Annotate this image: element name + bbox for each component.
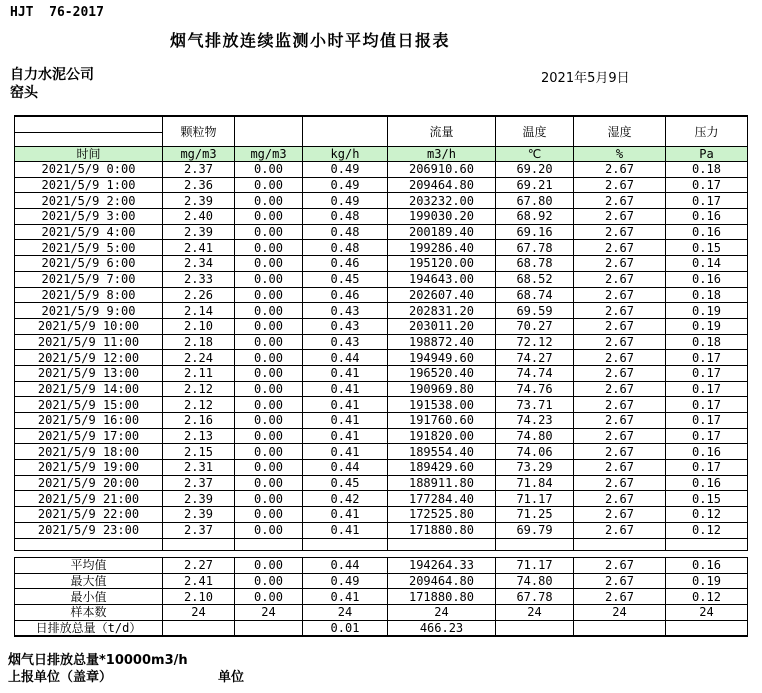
table-row <box>15 365 748 381</box>
value-cell: 2.67 <box>574 507 666 523</box>
value-cell: 2.12 <box>163 381 235 397</box>
value-cell: 2.67 <box>574 444 666 460</box>
value-cell: 2.67 <box>574 209 666 225</box>
value-cell: 0.41 <box>303 522 388 538</box>
summary-value-cell: 0.00 <box>235 589 303 605</box>
table-row <box>15 240 748 256</box>
value-cell: 72.12 <box>496 334 574 350</box>
value-cell: 69.16 <box>496 224 574 240</box>
value-cell: 0.17 <box>666 381 748 397</box>
summary-value-cell: 466.23 <box>388 620 496 636</box>
value-cell: 0.43 <box>303 303 388 319</box>
value-cell: 2.34 <box>163 256 235 272</box>
header-spacer-top-cell <box>15 116 163 133</box>
value-cell: 0.12 <box>666 507 748 523</box>
value-cell: 2.24 <box>163 350 235 366</box>
summary-value-cell <box>235 620 303 636</box>
value-cell: 2.67 <box>574 162 666 178</box>
table-row <box>15 209 748 225</box>
value-cell: 2.31 <box>163 460 235 476</box>
value-cell: 2.67 <box>574 256 666 272</box>
value-cell: 188911.80 <box>388 475 496 491</box>
table-row <box>15 334 748 350</box>
value-cell: 2.15 <box>163 444 235 460</box>
summary-value-cell: 2.41 <box>163 573 235 589</box>
value-cell: 0.16 <box>666 444 748 460</box>
time-column-header: 时间 <box>15 147 163 162</box>
value-cell: 0.16 <box>666 271 748 287</box>
value-cell: 0.00 <box>235 162 303 178</box>
value-cell: 2.39 <box>163 491 235 507</box>
summary-value-cell: 0.00 <box>235 573 303 589</box>
value-cell: 0.00 <box>235 256 303 272</box>
value-cell: 2.67 <box>574 287 666 303</box>
time-cell: 2021/5/9 4:00 <box>15 224 163 240</box>
summary-value-cell: 24 <box>496 605 574 621</box>
time-cell: 2021/5/9 20:00 <box>15 475 163 491</box>
table-row <box>15 177 748 193</box>
value-cell: 0.17 <box>666 413 748 429</box>
table-row <box>15 428 748 444</box>
summary-value-cell: 0.01 <box>303 620 388 636</box>
value-cell: 0.49 <box>303 177 388 193</box>
table-row <box>15 507 748 523</box>
value-cell: 74.74 <box>496 365 574 381</box>
value-cell: 0.45 <box>303 475 388 491</box>
value-cell: 191760.60 <box>388 413 496 429</box>
spacer-cell <box>303 538 388 550</box>
summary-row <box>15 605 748 621</box>
time-cell: 2021/5/9 5:00 <box>15 240 163 256</box>
unit-header-temp: ℃ <box>496 147 574 162</box>
value-cell: 0.43 <box>303 318 388 334</box>
value-cell: 177284.40 <box>388 491 496 507</box>
time-cell: 2021/5/9 3:00 <box>15 209 163 225</box>
value-cell: 0.49 <box>303 162 388 178</box>
value-cell: 0.00 <box>235 177 303 193</box>
value-cell: 0.41 <box>303 397 388 413</box>
value-cell: 0.19 <box>666 303 748 319</box>
value-cell: 67.78 <box>496 240 574 256</box>
value-cell: 2.14 <box>163 303 235 319</box>
value-cell: 189429.60 <box>388 460 496 476</box>
value-cell: 2.39 <box>163 224 235 240</box>
summary-label-cell: 日排放总量（t/d） <box>15 620 163 636</box>
table-row <box>15 491 748 507</box>
value-cell: 0.00 <box>235 193 303 209</box>
summary-value-cell: 194264.33 <box>388 558 496 574</box>
value-cell: 69.21 <box>496 177 574 193</box>
spacer-cell <box>15 538 163 550</box>
value-cell: 0.17 <box>666 397 748 413</box>
report-title: 烟气排放连续监测小时平均值日报表 <box>170 31 451 50</box>
time-cell: 2021/5/9 9:00 <box>15 303 163 319</box>
value-cell: 73.71 <box>496 397 574 413</box>
value-cell: 0.00 <box>235 334 303 350</box>
summary-row <box>15 620 748 636</box>
summary-value-cell: 2.27 <box>163 558 235 574</box>
value-cell: 0.00 <box>235 240 303 256</box>
value-cell: 0.42 <box>303 491 388 507</box>
value-cell: 0.17 <box>666 460 748 476</box>
time-cell: 2021/5/9 19:00 <box>15 460 163 476</box>
value-cell: 0.12 <box>666 522 748 538</box>
time-cell: 2021/5/9 2:00 <box>15 193 163 209</box>
time-cell: 2021/5/9 1:00 <box>15 177 163 193</box>
value-cell: 199286.40 <box>388 240 496 256</box>
value-cell: 2.39 <box>163 193 235 209</box>
value-cell: 195120.00 <box>388 256 496 272</box>
spacer-cell <box>574 538 666 550</box>
value-cell: 2.16 <box>163 413 235 429</box>
value-cell: 202607.40 <box>388 287 496 303</box>
time-cell: 2021/5/9 18:00 <box>15 444 163 460</box>
value-cell: 0.17 <box>666 428 748 444</box>
unit-header-mg2: mg/m3 <box>235 147 303 162</box>
value-cell: 0.48 <box>303 240 388 256</box>
value-cell: 2.67 <box>574 365 666 381</box>
spacer-cell <box>235 538 303 550</box>
value-cell: 194643.00 <box>388 271 496 287</box>
summary-value-cell: 71.17 <box>496 558 574 574</box>
value-cell: 0.00 <box>235 413 303 429</box>
value-cell: 2.67 <box>574 522 666 538</box>
value-cell: 0.00 <box>235 475 303 491</box>
summary-value-cell: 24 <box>303 605 388 621</box>
value-cell: 0.41 <box>303 507 388 523</box>
value-cell: 0.19 <box>666 318 748 334</box>
report-date: 2021年5月9日 <box>541 71 630 86</box>
value-cell: 2.67 <box>574 224 666 240</box>
value-cell: 0.16 <box>666 475 748 491</box>
value-cell: 191820.00 <box>388 428 496 444</box>
value-cell: 2.12 <box>163 397 235 413</box>
value-cell: 200189.40 <box>388 224 496 240</box>
spacer-row <box>15 538 748 550</box>
time-cell: 2021/5/9 6:00 <box>15 256 163 272</box>
value-cell: 194949.60 <box>388 350 496 366</box>
summary-value-cell: 24 <box>163 605 235 621</box>
value-cell: 0.18 <box>666 162 748 178</box>
value-cell: 0.00 <box>235 522 303 538</box>
value-cell: 71.25 <box>496 507 574 523</box>
value-cell: 0.41 <box>303 381 388 397</box>
value-cell: 0.46 <box>303 256 388 272</box>
time-cell: 2021/5/9 13:00 <box>15 365 163 381</box>
summary-value-cell: 0.41 <box>303 589 388 605</box>
time-cell: 2021/5/9 14:00 <box>15 381 163 397</box>
value-cell: 0.49 <box>303 193 388 209</box>
summary-value-cell: 0.00 <box>235 558 303 574</box>
value-cell: 0.00 <box>235 209 303 225</box>
summary-row <box>15 558 748 574</box>
time-cell: 2021/5/9 7:00 <box>15 271 163 287</box>
value-cell: 74.27 <box>496 350 574 366</box>
value-cell: 2.40 <box>163 209 235 225</box>
value-cell: 2.26 <box>163 287 235 303</box>
value-cell: 0.14 <box>666 256 748 272</box>
summary-row <box>15 589 748 605</box>
value-cell: 67.80 <box>496 193 574 209</box>
spacer-cell <box>666 538 748 550</box>
value-cell: 202831.20 <box>388 303 496 319</box>
value-cell: 2.67 <box>574 334 666 350</box>
summary-value-cell: 0.12 <box>666 589 748 605</box>
time-cell: 2021/5/9 10:00 <box>15 318 163 334</box>
time-cell: 2021/5/9 12:00 <box>15 350 163 366</box>
value-cell: 71.17 <box>496 491 574 507</box>
value-cell: 0.16 <box>666 209 748 225</box>
value-cell: 2.67 <box>574 413 666 429</box>
group-header-flow: 流量 <box>388 116 496 147</box>
value-cell: 74.23 <box>496 413 574 429</box>
table-row <box>15 381 748 397</box>
value-cell: 2.67 <box>574 177 666 193</box>
value-cell: 0.48 <box>303 224 388 240</box>
value-cell: 2.11 <box>163 365 235 381</box>
value-cell: 0.00 <box>235 287 303 303</box>
table-row <box>15 287 748 303</box>
summary-value-cell: 67.78 <box>496 589 574 605</box>
value-cell: 0.17 <box>666 350 748 366</box>
group-header-row <box>15 116 748 133</box>
unit-header-pressure: Pa <box>666 147 748 162</box>
value-cell: 0.00 <box>235 428 303 444</box>
value-cell: 0.00 <box>235 224 303 240</box>
value-cell: 2.67 <box>574 271 666 287</box>
summary-value-cell: 24 <box>235 605 303 621</box>
value-cell: 2.37 <box>163 522 235 538</box>
value-cell: 203011.20 <box>388 318 496 334</box>
value-cell: 0.00 <box>235 444 303 460</box>
group-header-humidity: 湿度 <box>574 116 666 147</box>
value-cell: 0.00 <box>235 381 303 397</box>
value-cell: 2.37 <box>163 475 235 491</box>
spacer-cell <box>496 538 574 550</box>
summary-value-cell: 209464.80 <box>388 573 496 589</box>
value-cell: 0.41 <box>303 413 388 429</box>
table-row <box>15 413 748 429</box>
summary-value-cell <box>574 620 666 636</box>
value-cell: 190969.80 <box>388 381 496 397</box>
group-header-pressure: 压力 <box>666 116 748 147</box>
summary-value-cell: 74.80 <box>496 573 574 589</box>
value-cell: 2.10 <box>163 318 235 334</box>
value-cell: 0.43 <box>303 334 388 350</box>
summary-row <box>15 573 748 589</box>
summary-label-cell: 平均值 <box>15 558 163 574</box>
summary-value-cell: 2.67 <box>574 558 666 574</box>
value-cell: 0.45 <box>303 271 388 287</box>
value-cell: 0.15 <box>666 240 748 256</box>
value-cell: 172525.80 <box>388 507 496 523</box>
table-row <box>15 318 748 334</box>
footer-unit-label: 单位 <box>218 670 245 685</box>
value-cell: 68.74 <box>496 287 574 303</box>
value-cell: 0.41 <box>303 365 388 381</box>
value-cell: 74.76 <box>496 381 574 397</box>
time-cell: 2021/5/9 23:00 <box>15 522 163 538</box>
value-cell: 0.46 <box>303 287 388 303</box>
value-cell: 189554.40 <box>388 444 496 460</box>
value-cell: 2.67 <box>574 350 666 366</box>
value-cell: 2.67 <box>574 303 666 319</box>
value-cell: 69.59 <box>496 303 574 319</box>
time-cell: 2021/5/9 11:00 <box>15 334 163 350</box>
table-row <box>15 224 748 240</box>
value-cell: 2.36 <box>163 177 235 193</box>
value-cell: 0.44 <box>303 460 388 476</box>
value-cell: 171880.80 <box>388 522 496 538</box>
summary-value-cell: 2.67 <box>574 589 666 605</box>
value-cell: 2.67 <box>574 193 666 209</box>
value-cell: 2.67 <box>574 397 666 413</box>
summary-label-cell: 最小值 <box>15 589 163 605</box>
value-cell: 69.79 <box>496 522 574 538</box>
time-cell: 2021/5/9 0:00 <box>15 162 163 178</box>
value-cell: 2.67 <box>574 475 666 491</box>
value-cell: 2.67 <box>574 381 666 397</box>
footer-report-unit-label: 上报单位（盖章） <box>8 670 113 685</box>
summary-value-cell: 24 <box>574 605 666 621</box>
table-row <box>15 350 748 366</box>
group-header-temperature: 温度 <box>496 116 574 147</box>
value-cell: 0.00 <box>235 460 303 476</box>
value-cell: 0.18 <box>666 287 748 303</box>
value-cell: 0.41 <box>303 428 388 444</box>
value-cell: 0.41 <box>303 444 388 460</box>
value-cell: 2.67 <box>574 318 666 334</box>
value-cell: 74.80 <box>496 428 574 444</box>
units-header-row <box>15 147 748 162</box>
footer-total-note: 烟气日排放总量*10000m3/h <box>8 653 188 668</box>
value-cell: 2.37 <box>163 162 235 178</box>
value-cell: 191538.00 <box>388 397 496 413</box>
value-cell: 0.00 <box>235 491 303 507</box>
summary-value-cell: 0.19 <box>666 573 748 589</box>
time-cell: 2021/5/9 8:00 <box>15 287 163 303</box>
table-row <box>15 303 748 319</box>
value-cell: 0.17 <box>666 193 748 209</box>
value-cell: 2.39 <box>163 507 235 523</box>
summary-value-cell <box>496 620 574 636</box>
spacer-cell <box>163 538 235 550</box>
table-row <box>15 444 748 460</box>
time-cell: 2021/5/9 17:00 <box>15 428 163 444</box>
value-cell: 2.67 <box>574 460 666 476</box>
value-cell: 73.29 <box>496 460 574 476</box>
summary-value-cell: 0.44 <box>303 558 388 574</box>
value-cell: 2.67 <box>574 240 666 256</box>
table-row <box>15 397 748 413</box>
group-header-blank-2 <box>303 116 388 147</box>
summary-value-cell: 24 <box>388 605 496 621</box>
company-name: 自力水泥公司 <box>10 67 94 83</box>
value-cell: 0.00 <box>235 303 303 319</box>
value-cell: 206910.60 <box>388 162 496 178</box>
table-row <box>15 193 748 209</box>
summary-value-cell: 24 <box>666 605 748 621</box>
value-cell: 203232.00 <box>388 193 496 209</box>
value-cell: 2.33 <box>163 271 235 287</box>
value-cell: 71.84 <box>496 475 574 491</box>
time-cell: 2021/5/9 15:00 <box>15 397 163 413</box>
spacer-cell <box>388 538 496 550</box>
value-cell: 209464.80 <box>388 177 496 193</box>
summary-label-cell: 样本数 <box>15 605 163 621</box>
table-row <box>15 162 748 178</box>
value-cell: 0.48 <box>303 209 388 225</box>
value-cell: 2.13 <box>163 428 235 444</box>
value-cell: 0.17 <box>666 365 748 381</box>
summary-value-cell <box>666 620 748 636</box>
value-cell: 0.00 <box>235 271 303 287</box>
summary-table <box>14 557 748 637</box>
value-cell: 68.78 <box>496 256 574 272</box>
value-cell: 2.41 <box>163 240 235 256</box>
unit-header-flow: m3/h <box>388 147 496 162</box>
value-cell: 0.17 <box>666 177 748 193</box>
value-cell: 0.00 <box>235 318 303 334</box>
table-row <box>15 256 748 272</box>
value-cell: 0.16 <box>666 224 748 240</box>
group-header-blank-1 <box>235 116 303 147</box>
summary-value-cell: 2.67 <box>574 573 666 589</box>
time-cell: 2021/5/9 16:00 <box>15 413 163 429</box>
value-cell: 0.00 <box>235 507 303 523</box>
table-row <box>15 522 748 538</box>
value-cell: 199030.20 <box>388 209 496 225</box>
summary-value-cell: 2.10 <box>163 589 235 605</box>
value-cell: 74.06 <box>496 444 574 460</box>
table-row <box>15 460 748 476</box>
unit-header-humidity: % <box>574 147 666 162</box>
unit-header-pm: mg/m3 <box>163 147 235 162</box>
value-cell: 0.00 <box>235 365 303 381</box>
unit-header-kgh: kg/h <box>303 147 388 162</box>
value-cell: 0.00 <box>235 397 303 413</box>
time-cell: 2021/5/9 22:00 <box>15 507 163 523</box>
value-cell: 0.00 <box>235 350 303 366</box>
value-cell: 69.20 <box>496 162 574 178</box>
value-cell: 0.44 <box>303 350 388 366</box>
summary-value-cell: 0.16 <box>666 558 748 574</box>
time-cell: 2021/5/9 21:00 <box>15 491 163 507</box>
value-cell: 2.67 <box>574 428 666 444</box>
value-cell: 2.67 <box>574 491 666 507</box>
value-cell: 0.15 <box>666 491 748 507</box>
standard-code: HJT 76-2017 <box>10 5 104 20</box>
value-cell: 198872.40 <box>388 334 496 350</box>
header-spacer-bottom-cell <box>15 133 163 147</box>
table-row <box>15 475 748 491</box>
value-cell: 0.18 <box>666 334 748 350</box>
value-cell: 196520.40 <box>388 365 496 381</box>
value-cell: 2.18 <box>163 334 235 350</box>
station-name: 窑头 <box>10 85 38 101</box>
summary-label-cell: 最大值 <box>15 573 163 589</box>
summary-value-cell: 171880.80 <box>388 589 496 605</box>
value-cell: 70.27 <box>496 318 574 334</box>
value-cell: 68.52 <box>496 271 574 287</box>
summary-value-cell: 0.49 <box>303 573 388 589</box>
value-cell: 68.92 <box>496 209 574 225</box>
group-header-particulate: 颗粒物 <box>163 116 235 147</box>
table-row <box>15 271 748 287</box>
hourly-data-table <box>14 115 748 551</box>
summary-value-cell <box>163 620 235 636</box>
